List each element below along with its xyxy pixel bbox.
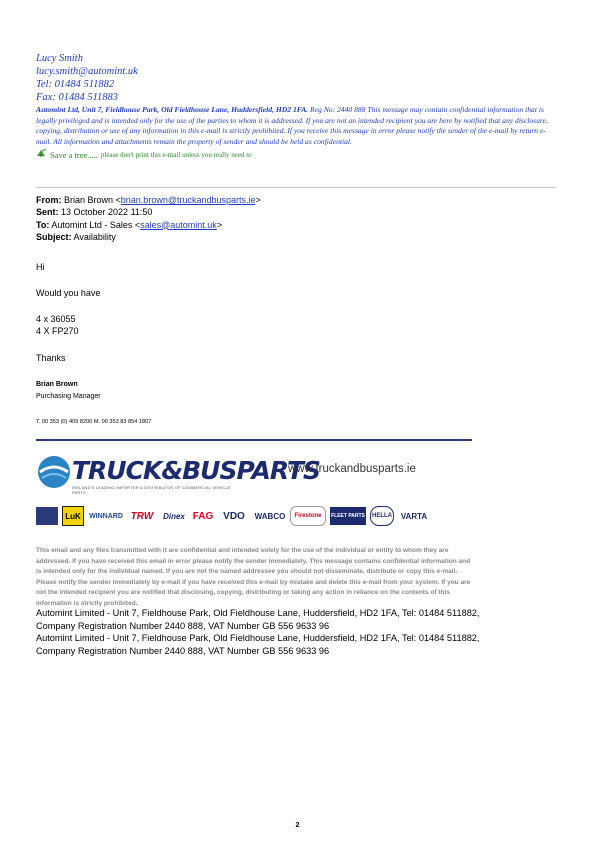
- signature-disclaimer: [36, 105, 556, 147]
- divider: [36, 187, 556, 188]
- to-email-link[interactable]: sales@automint.uk: [140, 219, 217, 230]
- to-name: Automint Ltd - Sales <: [51, 219, 141, 230]
- signature-name: Lucy Smith: [36, 53, 83, 64]
- subject-value: Availability: [73, 231, 116, 242]
- subject-label: Subject:: [36, 231, 72, 242]
- brand-logo-vdo: VDO: [223, 510, 245, 522]
- order-item: 4 X FP270: [36, 326, 79, 336]
- brand-logo-shield: [36, 507, 58, 525]
- signature-email-link[interactable]: lucy.smith@automint.uk: [36, 66, 138, 77]
- from-label: From:: [36, 195, 62, 205]
- website-link[interactable]: www.truckandbusparts.ie: [288, 463, 416, 475]
- brand-strip: [36, 504, 472, 528]
- disclaimer-text: Reg No: 2440 888 This message may contain confidential information that is legally privileged and is intended only for the use of the parties to whom it is addressed. If you are not an intended recipient you are here by notified that any disclosure, copying, distribution or use of any information in this e-mail is strictly prohibited. If you receive this message in error please notify the sender of the e-mail by return e-mail. All information and attachments remain the property of sender and should be held as confidential.: [36, 105, 548, 146]
- brand-logo-winnard: WINNARD: [89, 512, 123, 520]
- logo-text: TRUCK&BUSPARTS: [72, 456, 321, 485]
- sender-title: Purchasing Manager: [36, 393, 101, 400]
- company-banner: [36, 450, 472, 530]
- company-footer: [36, 607, 566, 658]
- to-end: >: [216, 219, 223, 230]
- banner-divider: [36, 439, 472, 441]
- sent-value: 13 October 2022 11:50: [61, 207, 153, 218]
- order-item: 4 x 36055: [36, 314, 76, 324]
- body-line: Would you have: [36, 288, 101, 298]
- footer-line: Company Registration Number 2440 888, VAT Number GB 556 9633 96: [36, 620, 330, 631]
- logo-tagline: IRELAND'S LEADING IMPORTER & DISTRIBUTOR OF COMMERCIAL VEHICLE PARTS: [72, 485, 231, 495]
- signature-tel: Tel: 01484 511882: [36, 79, 115, 90]
- company-address: Automint Ltd, Unit 7, Fieldhouse Park, Old Fieldhouse Lane, Huddersfield, HD2 1FA.: [36, 105, 309, 114]
- legal-disclaimer: This email and any files transmitted with it are confidential and intended solely for the use of the individual or entity to whom they are addressed. If you have received this email in error please notify the sender immediately. This message contains confidential information and is intended only for the individual named. If you are not the named addressee you should not disseminate, distribute or copy this e-mail. Please notify the sender immediately by e-mail if you have received this e-mail by mistake and delete this e-mail from your system. If you are not the intended recipient you are notified that disclosing, copying, distributing or taking any action in reliance on the contents of this information is strictly prohibited.: [36, 547, 471, 607]
- save-tree-note: [36, 148, 556, 162]
- thanks: Thanks: [36, 353, 66, 363]
- brand-logo-fleetparts: FLEET PARTS: [330, 507, 366, 525]
- from-name: Brian Brown <: [64, 195, 121, 205]
- from-end: >: [255, 195, 261, 205]
- greeting: Hi: [36, 262, 45, 272]
- footer-line: Company Registration Number 2440 888, VAT Number GB 556 9633 96: [36, 646, 330, 657]
- brand-logo-fag: FAG: [192, 510, 214, 522]
- brand-logo-luk: LuK: [62, 506, 84, 526]
- sender-phone: T. 00 353 (0) 409 8200 M. 00 353 83 854 1807: [36, 419, 152, 425]
- brand-logo-trw: TRW: [130, 510, 154, 522]
- email-header: [36, 194, 261, 243]
- from-email-link[interactable]: brian.brown@truckandbusparts.ie: [120, 195, 256, 205]
- signature-fax: Fax: 01484 511883: [36, 92, 119, 103]
- sent-label: Sent:: [36, 207, 59, 218]
- brand-logo-varta: VARTA: [400, 511, 428, 521]
- save-tree-subtext: please don't print this e-mail unless you really need to: [100, 150, 252, 159]
- brand-logo-dinex: Dinex: [163, 511, 185, 521]
- brand-logo-wabco: WABCO: [254, 511, 286, 521]
- sender-name: Brian Brown: [36, 381, 78, 388]
- globe-logo-icon: [36, 454, 72, 490]
- footer-line: Automint Limited - Unit 7, Fieldhouse Park, Old Fieldhouse Lane, Huddersfield, HD2 1FA, Tel: 01484 511882,: [36, 633, 480, 644]
- truckbusparts-logo: [36, 454, 321, 495]
- brand-logo-hella: HELLA: [370, 506, 394, 526]
- to-label: To:: [36, 219, 50, 230]
- email-signature: [36, 52, 556, 162]
- save-tree-text: Save a tree.....: [50, 149, 98, 160]
- footer-line: Automint Limited - Unit 7, Fieldhouse Park, Old Fieldhouse Lane, Huddersfield, HD2 1FA, Tel: 01484 511882,: [36, 608, 480, 618]
- page-number: 2: [295, 822, 300, 829]
- brand-logo-firestone: Firestone: [290, 506, 326, 526]
- tree-icon: [36, 148, 47, 162]
